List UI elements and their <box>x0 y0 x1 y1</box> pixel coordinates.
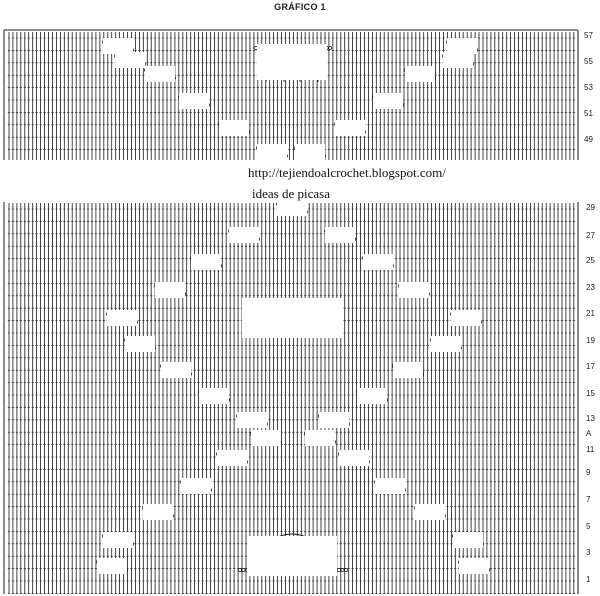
row-label: 15 <box>586 389 595 398</box>
motif-background <box>363 254 393 270</box>
motif-background <box>103 532 133 548</box>
row-label: 25 <box>586 256 595 265</box>
row-label: 13 <box>586 414 595 423</box>
motif-background <box>339 450 369 466</box>
motif-background <box>453 532 483 548</box>
chain-stitch <box>238 568 241 571</box>
row-label: 9 <box>586 468 591 477</box>
row-label: 21 <box>586 309 595 318</box>
lower-stitch-band <box>8 203 575 594</box>
chain-stitch <box>337 568 340 571</box>
row-label: 1 <box>586 575 591 584</box>
motif-background <box>295 144 325 160</box>
motif-background <box>145 66 175 82</box>
motif-background <box>393 362 423 378</box>
motif-background <box>103 38 133 54</box>
motif-background <box>143 504 173 520</box>
row-label: 7 <box>586 495 591 504</box>
motif-background <box>415 504 445 520</box>
watermark-url: http://tejiendoalcrochet.blogspot.com/ <box>248 165 446 180</box>
stitch-crossbars <box>8 209 575 593</box>
motif-background <box>219 120 249 136</box>
motif-background <box>161 362 191 378</box>
motif-background <box>179 93 209 109</box>
motif-background <box>251 430 281 446</box>
row-label: 17 <box>586 362 595 371</box>
chain-stitch <box>341 568 344 571</box>
motif-background <box>305 430 335 446</box>
motif-background <box>399 282 429 298</box>
motif-background <box>229 227 259 243</box>
motif-background <box>237 412 267 428</box>
motif-background <box>405 66 435 82</box>
motif-background <box>155 282 185 298</box>
motif-background <box>191 254 221 270</box>
motif-background <box>325 227 355 243</box>
row-label: 23 <box>586 283 595 292</box>
motif-background <box>257 144 287 160</box>
motif-background <box>373 93 403 109</box>
row-label: 57 <box>584 31 593 40</box>
motif-background <box>257 44 327 80</box>
row-label: 19 <box>586 336 595 345</box>
motif-background <box>242 298 342 338</box>
motif-background <box>443 52 473 68</box>
motif-background <box>97 558 127 574</box>
row-label: 5 <box>586 522 591 531</box>
motif-background <box>277 200 307 216</box>
motif-background <box>335 120 365 136</box>
motif-background <box>247 536 337 576</box>
motif-background <box>199 388 229 404</box>
row-label: 53 <box>584 83 593 92</box>
motif-background <box>107 310 137 326</box>
chart-title: GRÁFICO 1 <box>274 2 326 12</box>
row-label: 55 <box>584 57 593 66</box>
row-label: 29 <box>586 203 595 212</box>
row-number-labels <box>584 31 595 584</box>
row-label: A <box>586 429 592 438</box>
motif-background <box>181 478 211 494</box>
motif-background <box>357 388 387 404</box>
stitch-strokes <box>9 203 574 594</box>
watermark-credit: ideas de picasa <box>252 186 330 201</box>
motif-background <box>447 38 477 54</box>
row-label: 11 <box>586 445 595 454</box>
row-label: 3 <box>586 548 591 557</box>
row-label: 49 <box>584 135 593 144</box>
row-label: 27 <box>586 231 595 240</box>
motif-background <box>115 52 145 68</box>
motif-background <box>459 558 489 574</box>
motif-background <box>375 478 405 494</box>
row-label: 51 <box>584 109 593 118</box>
motif-background <box>431 336 461 352</box>
motif-background <box>217 450 247 466</box>
motif-background <box>125 336 155 352</box>
motif-background <box>319 412 349 428</box>
motif-background <box>451 310 481 326</box>
